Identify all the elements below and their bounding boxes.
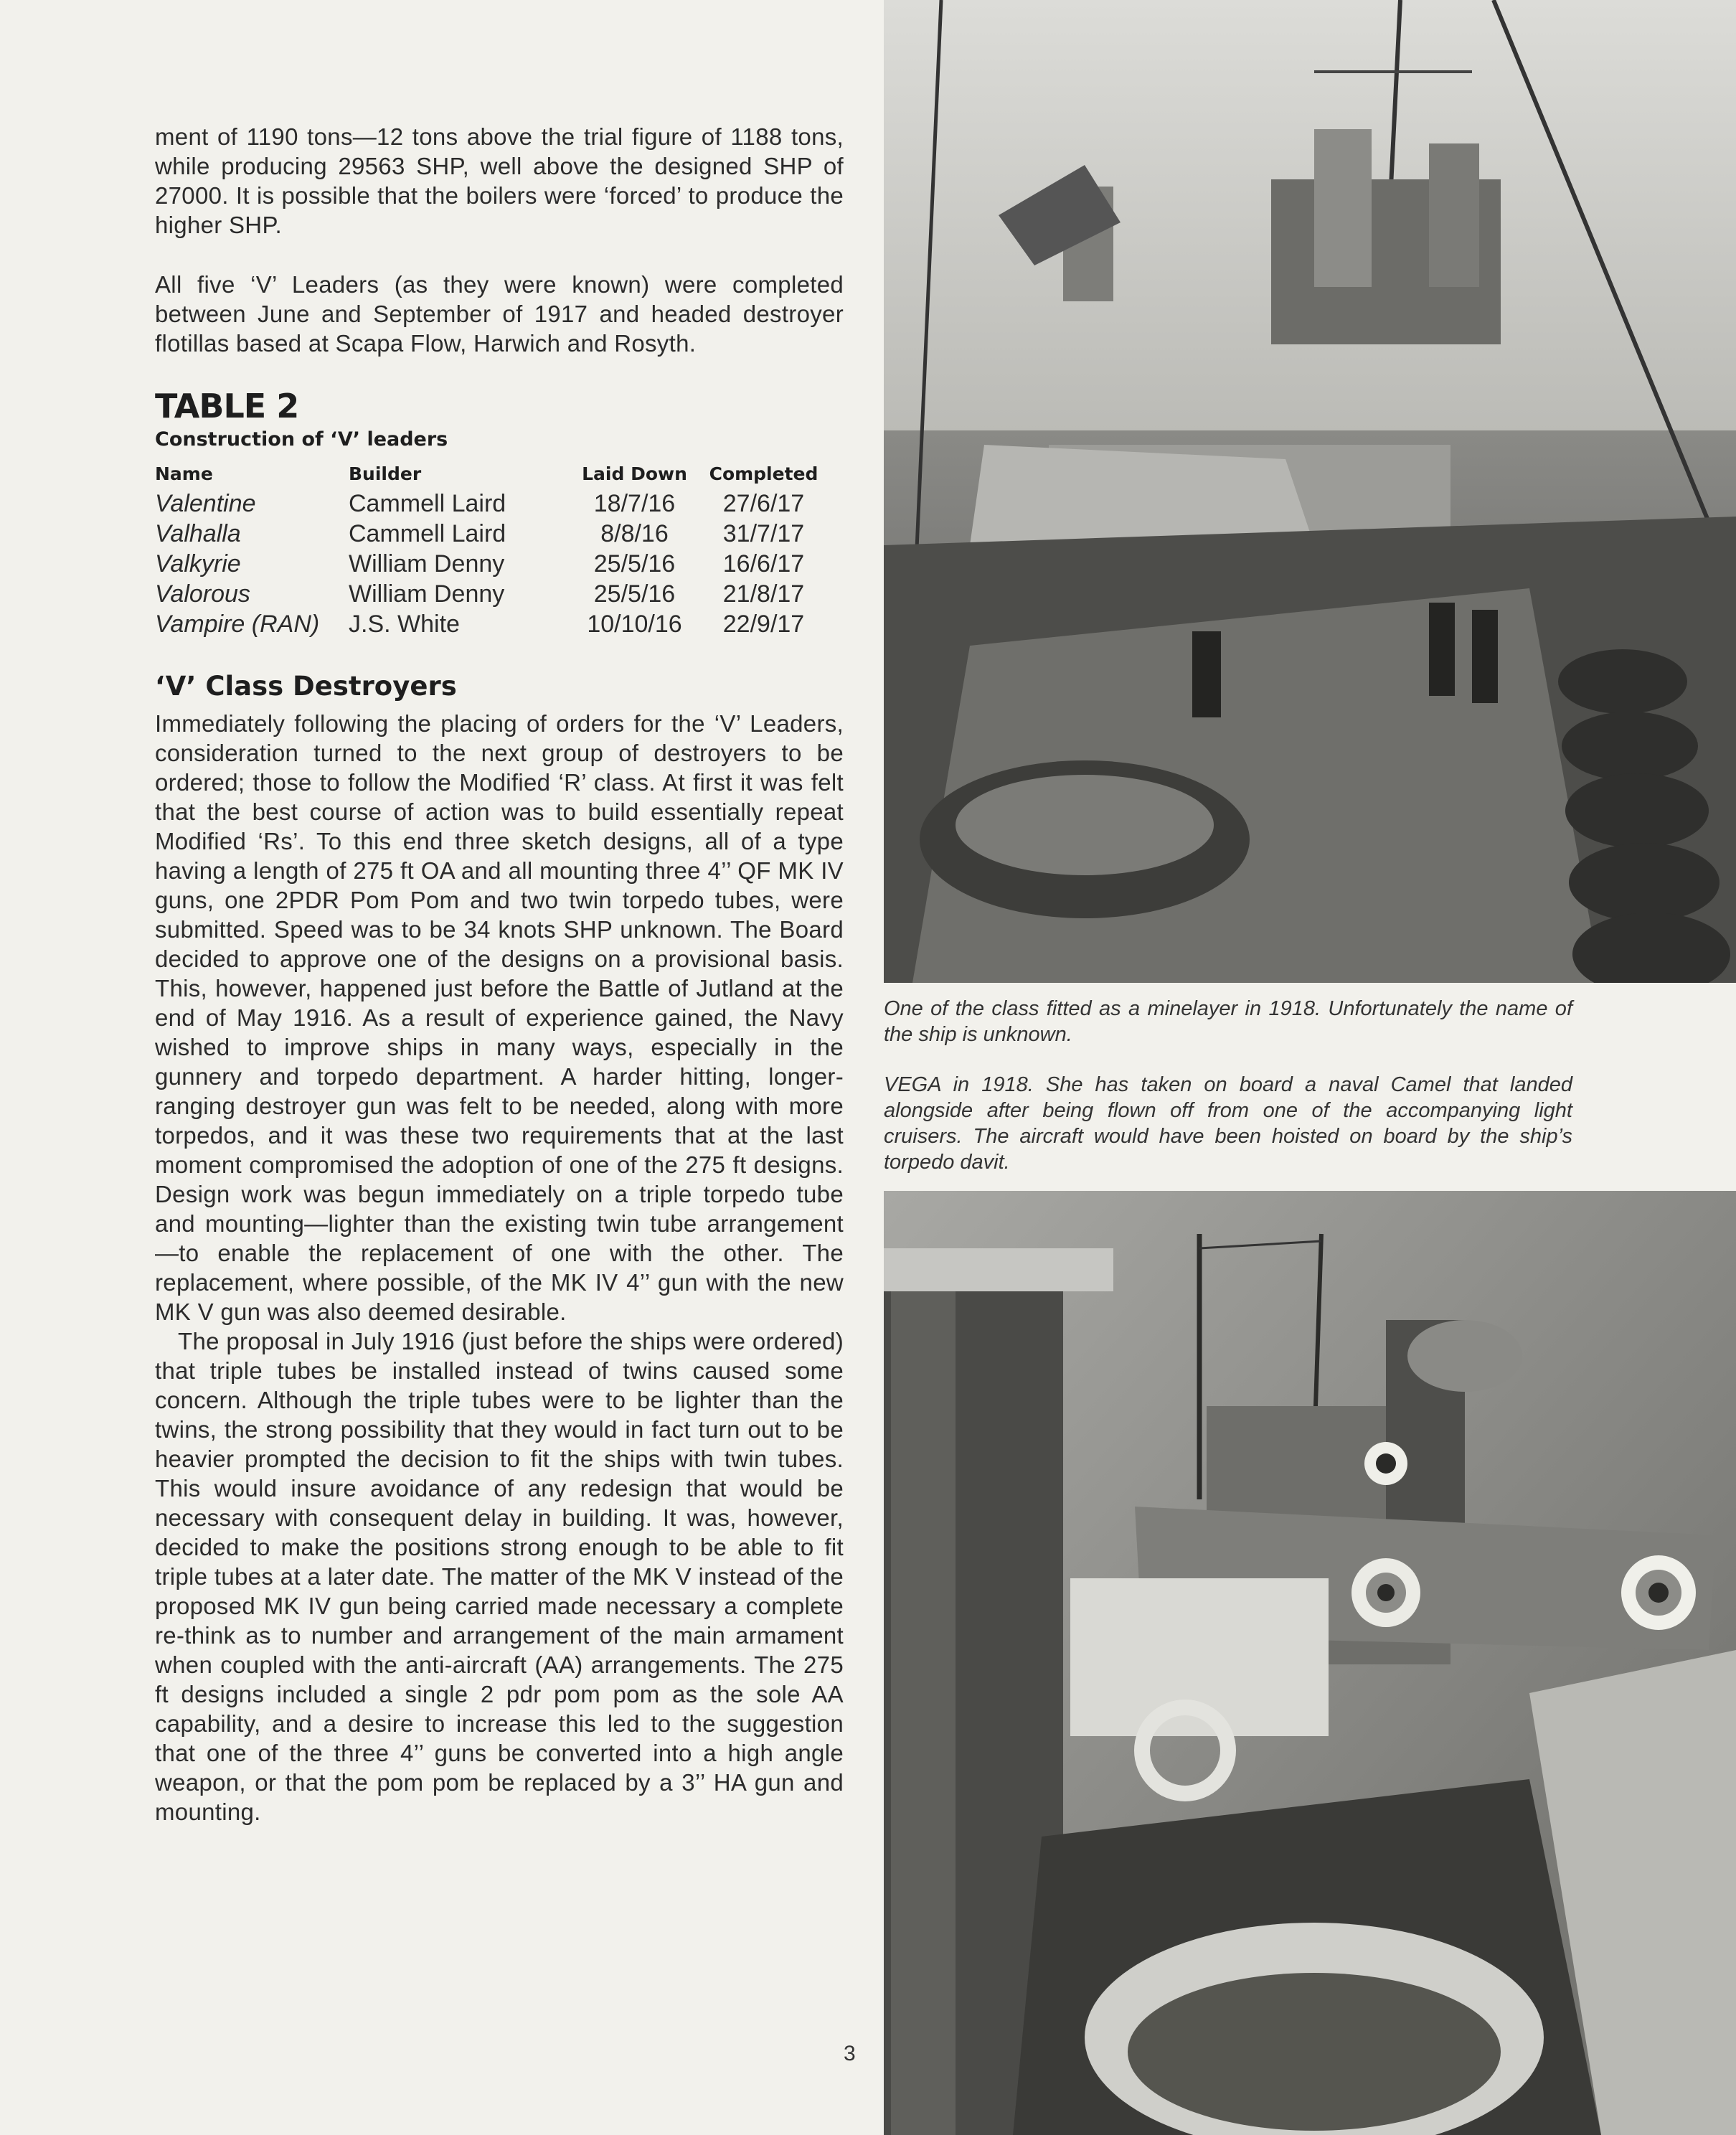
laid-down-date: 25/5/16	[593, 580, 676, 608]
section-paragraph-1: Immediately following the placing of orders for the ‘V’ Leaders, consideration turned to the next group of destroyers to be ordered; those to follow the Modified ‘R’ class. At first it was felt that the best course of action was to build essentially repeat Modified ‘Rs’. To this end three sketch designs, all of a type having a length of 275 ft OA and all mounting three 4’’ QF MK IV guns, one 2PDR Pom Pom and two twin torpedo tubes, were submitted. Speed was to be 34 knots SHP unknown. The Board decided to approve one of the designs on a provisional basis. This, however, happened just before the Battle of Jutland at the end of May 1916. As a result of experience gained, the Navy wished to improve ships in many ways, especially in the gunnery and torpedo department. A harder hitting, longer-ranging destroyer gun was felt to be needed, along with more torpedos, and it was these two requirements that at the last moment compromised the adoption of one of the 275 ft designs. Design work was begun immediately on a triple torpedo tube and mounting—lighter than the existing twin tube arrangement—to enable the replacement of one with the other. The replacement, where possible, of the MK IV 4’’ gun with the new MK V gun was also deemed desirable.	[155, 710, 844, 1325]
completed-date: 31/7/17	[722, 520, 805, 547]
header-laid-down: Laid Down	[582, 463, 687, 484]
laid-down-date: 10/10/16	[587, 611, 682, 638]
section-heading: ‘V’ Class Destroyers	[155, 671, 457, 702]
table-header-row	[155, 463, 829, 489]
ship-builder: J.S. White	[349, 611, 460, 638]
ship-builder: William Denny	[349, 550, 505, 578]
ship-builder: Cammell Laird	[349, 520, 506, 547]
header-name: Name	[155, 463, 213, 484]
laid-down-date: 25/5/16	[593, 550, 676, 578]
header-builder: Builder	[349, 463, 422, 484]
section-paragraph-2: The proposal in July 1916 (just before the ships were ordered) that triple tubes be installed instead of twins caused some concern. Although the triple tubes were to be lighter than the twins, the strong possibility that they would in fact turn out to be heavier prompted the decision to fit the ships with twin tubes. This would insure avoidance of any redesign that would be necessary with consequent delay in building. It was, however, decided to make the positions strong enough to be able to fit triple tubes at a later date. The matter of the MK V instead of the proposed MK IV gun being carried made necessary a complete re-think as to number and arrangement of the main armament when coupled with the anti-aircraft (AA) arrangements. The 275 ft designs included a single 2 pdr pom pom as the sole AA capability, and a desire to increase this led to the suggestion that one of the three 4’’ guns be converted into a high angle weapon, or that the pom pom be replaced by a 3’’ HA gun and mounting.	[155, 1328, 844, 1825]
table-row	[155, 609, 829, 639]
minelayer-deck-photo	[884, 0, 1736, 983]
table-row	[155, 549, 829, 579]
ship-name: Valhalla	[155, 520, 241, 547]
text-column	[155, 122, 844, 1827]
completed-date: 22/9/17	[722, 611, 805, 638]
laid-down-date: 8/8/16	[600, 520, 669, 547]
page-number: 3	[844, 2042, 856, 2065]
table-row	[155, 579, 829, 609]
top-photo-caption: One of the class fitted as a minelayer in 1918. Unfortunately the name of the ship is unknown.	[884, 997, 1572, 1046]
completed-date: 21/8/17	[722, 580, 805, 608]
intro-paragraph-1: ment of 1190 tons—12 tons above the trial figure of 1188 tons, while producing 29563 SHP, well above the designed SHP of 27000. It is possible that the boilers were ‘forced’ to produce the higher SHP.	[155, 123, 844, 238]
header-completed: Completed	[709, 463, 819, 484]
table-title: TABLE 2	[155, 387, 299, 425]
laid-down-date: 18/7/16	[593, 490, 676, 517]
intro-paragraph-2: All five ‘V’ Leaders (as they were known) were completed between June and September of 1917 and headed destroyer flotillas based at Scapa Flow, Harwich and Rosyth.	[155, 271, 844, 357]
table-row	[155, 489, 829, 519]
ship-name: Vampire (RAN)	[155, 611, 320, 638]
ship-name: Valentine	[155, 490, 256, 517]
completed-date: 16/6/17	[722, 550, 805, 578]
construction-table	[155, 463, 829, 639]
bottom-photo-caption: VEGA in 1918. She has taken on board a naval Camel that landed alongside after being flown off from one of the accompanying light cruisers. The aircraft would have been hoisted on board by the ship’s torpedo davit.	[884, 1073, 1572, 1174]
ship-builder: William Denny	[349, 580, 505, 608]
ship-builder: Cammell Laird	[349, 490, 506, 517]
table-row	[155, 519, 829, 549]
ship-name: Valorous	[155, 580, 250, 608]
table-subtitle: Construction of ‘V’ leaders	[155, 428, 448, 451]
completed-date: 27/6/17	[722, 490, 805, 517]
vega-camel-photo	[884, 1191, 1736, 2135]
ship-name: Valkyrie	[155, 550, 241, 578]
